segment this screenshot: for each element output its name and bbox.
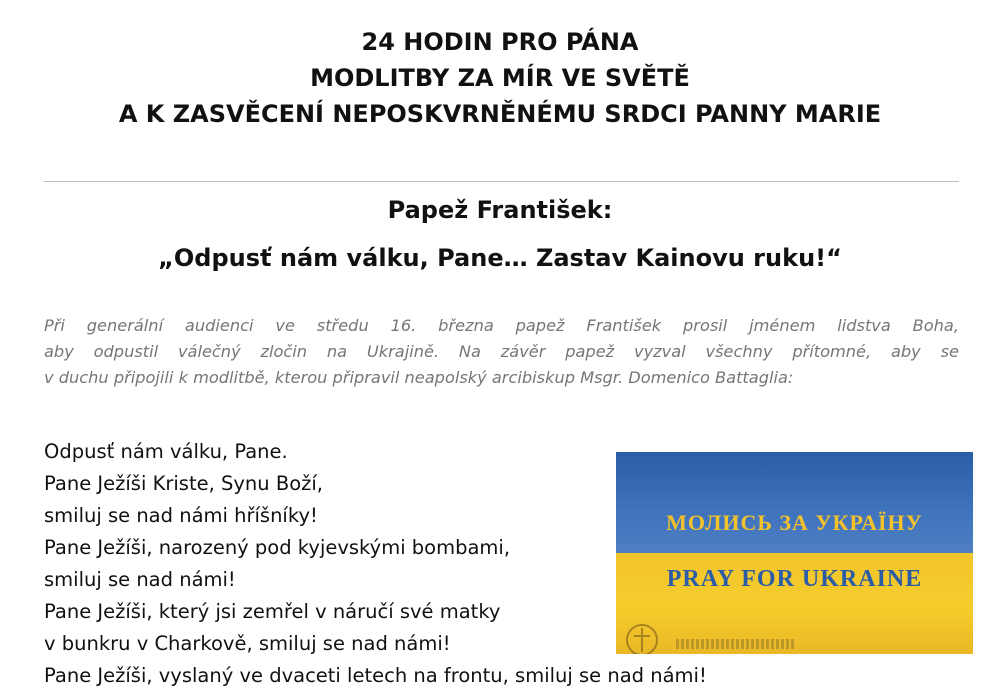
intro-paragraph bbox=[44, 313, 959, 391]
intro-line-2: aby odpustil válečný zločin na Ukrajině. Na závěr papež vyzval všechny přítomné, aby se bbox=[44, 342, 959, 361]
prayer-line-2: Pane Ježíši Kriste, Synu Boží, bbox=[44, 472, 323, 495]
prayer-line-1: Odpusť nám válku, Pane. bbox=[44, 440, 288, 463]
quote-heading: „Odpusť nám válku, Pane… Zastav Kainovu ruku!“ bbox=[158, 244, 842, 272]
pray-for-ukraine-image bbox=[616, 452, 973, 654]
intro-line-3: v duchu připojili k modlitbě, kterou připravil neapolský arcibiskup Msgr. Domenico Battaglia: bbox=[44, 368, 794, 387]
prayer-line-8: Pane Ježíši, vyslaný ve dvaceti letech na frontu, smiluj se nad námi! bbox=[44, 664, 707, 687]
stamp-text-decoration bbox=[676, 639, 796, 649]
section-heading bbox=[0, 186, 1000, 282]
horizontal-divider bbox=[44, 181, 959, 182]
prayer-line-3: smiluj se nad námi hříšníky! bbox=[44, 504, 318, 527]
seal-icon bbox=[622, 620, 662, 654]
title-line-3: A K ZASVĚCENÍ NEPOSKVRNĚNÉMU SRDCI PANNY MARIE bbox=[118, 100, 882, 128]
intro-line-1: Při generální audienci ve středu 16. března papež František prosil jménem lidstva Boha, bbox=[44, 316, 959, 335]
prayer-text bbox=[44, 436, 707, 692]
title-line-2: MODLITBY ZA MÍR VE SVĚTĚ bbox=[310, 64, 690, 92]
english-caption: PRAY FOR UKRAINE bbox=[666, 566, 923, 592]
prayer-line-5: smiluj se nad námi! bbox=[44, 568, 236, 591]
ukrainian-caption: МОЛИСЬ ЗА УКРАЇНУ bbox=[666, 510, 923, 535]
title-line-1: 24 HODIN PRO PÁNA bbox=[361, 28, 639, 56]
prayer-line-4: Pane Ježíši, narozený pod kyjevskými bombami, bbox=[44, 536, 511, 559]
prayer-line-6: Pane Ježíši, který jsi zemřel v náručí své matky bbox=[44, 600, 501, 623]
prayer-line-7: v bunkru v Charkově, smiluj se nad námi! bbox=[44, 632, 451, 655]
speaker-name: Papež František: bbox=[387, 196, 613, 224]
document-title bbox=[0, 24, 1000, 132]
flag-blue-band bbox=[616, 452, 973, 553]
